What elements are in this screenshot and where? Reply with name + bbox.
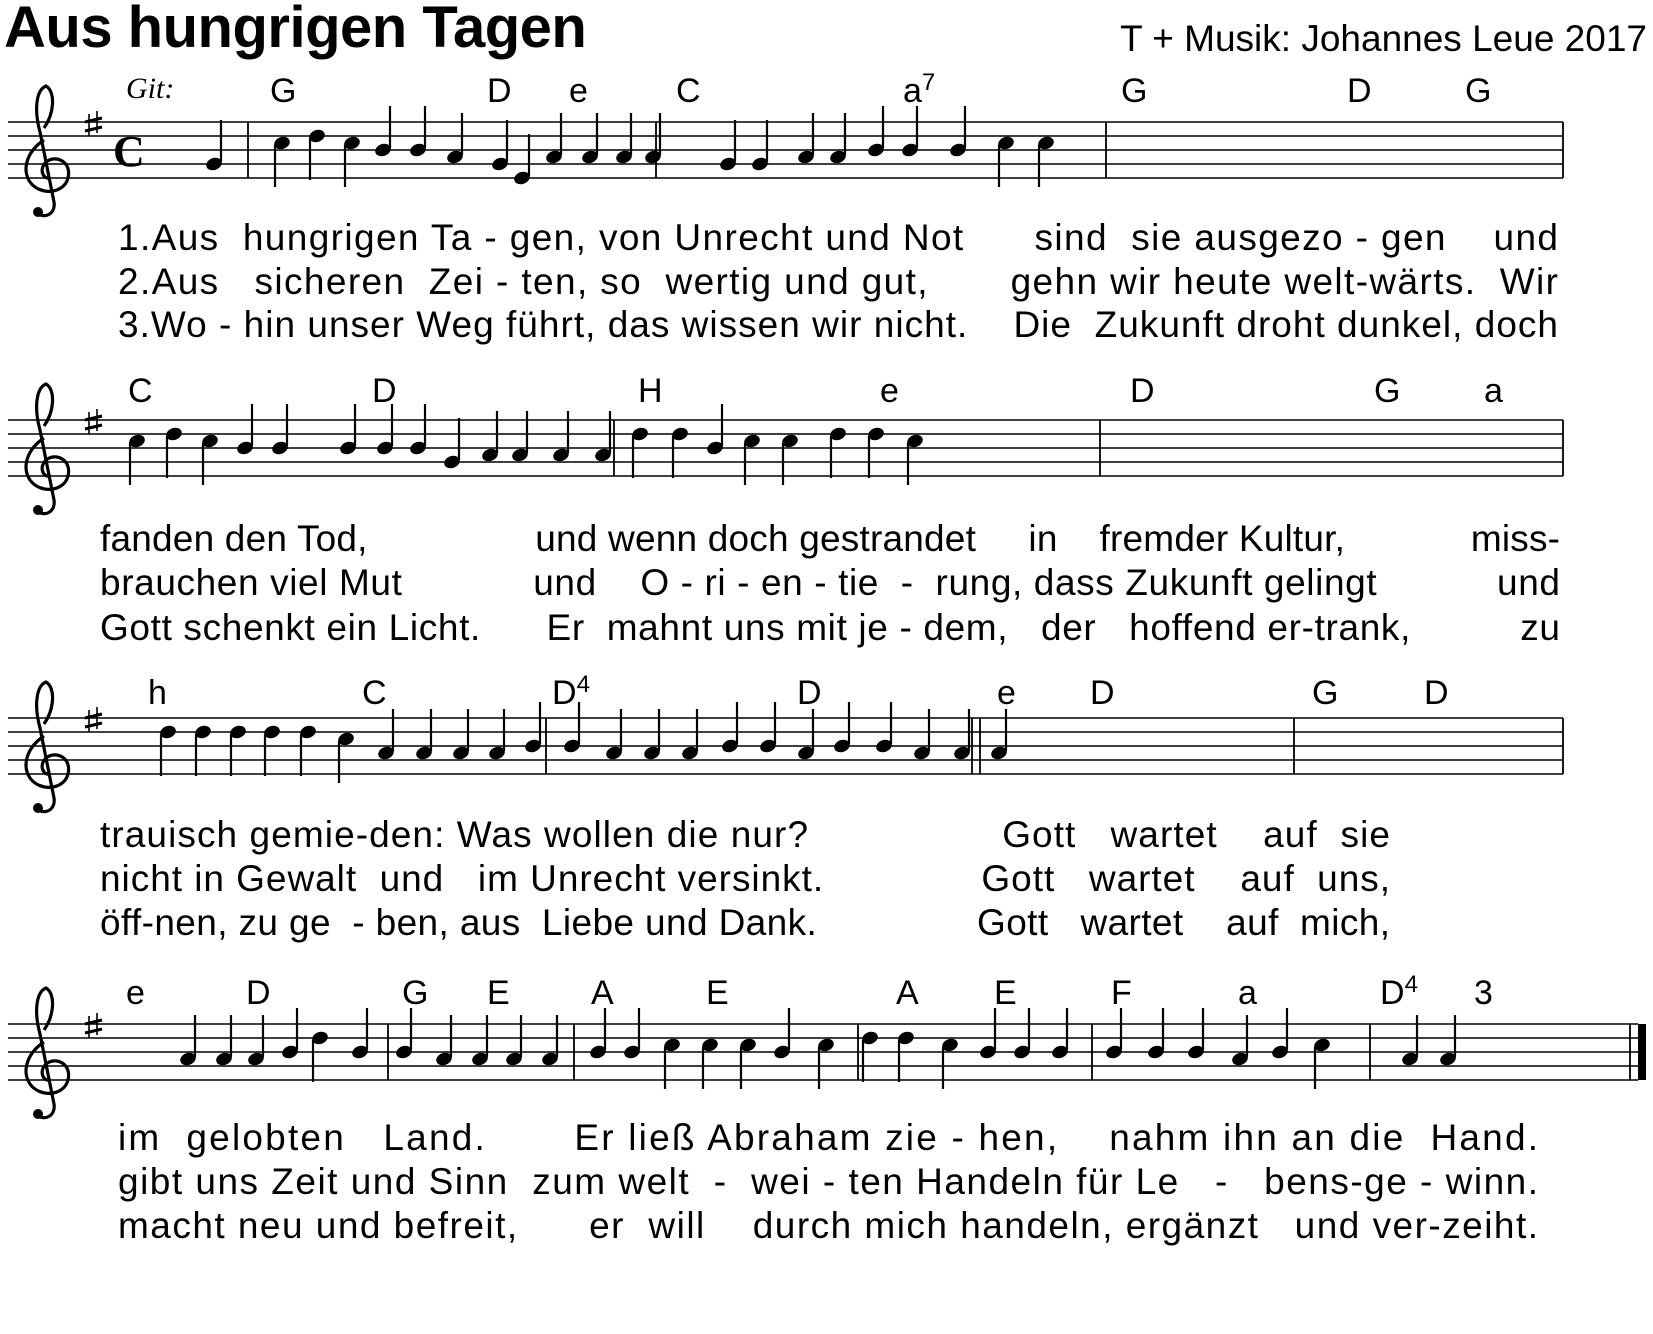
- chord-symbol: e: [997, 674, 1016, 712]
- chord-symbol: G: [402, 974, 429, 1012]
- treble-clef-icon: [26, 682, 69, 813]
- lyric-line-verse-3: öff-nen, zu ge - ben, aus Liebe und Dank. Gott wartet auf mich,: [100, 902, 1390, 943]
- lyric-line-verse-2: brauchen viel Mut und O - ri - en - tie - rung, dass Zukunft gelingt und: [100, 562, 1560, 603]
- chord-symbol: G: [1312, 674, 1339, 712]
- staff-system: [8, 372, 1563, 648]
- chord-symbol: D: [1424, 674, 1449, 712]
- lyric-line-verse-3: Gott schenkt ein Licht. Er mahnt uns mit je - dem, der hoffend er-trank, zu: [100, 607, 1560, 648]
- chord-symbol: e: [126, 974, 145, 1012]
- chord-symbol: G: [1374, 372, 1401, 410]
- composer-credit: T + Musik: Johannes Leue 2017: [1120, 18, 1647, 59]
- chord-symbol: e: [880, 372, 899, 410]
- chord-symbol: $a^7$: [903, 69, 936, 110]
- chord-symbol: E: [994, 974, 1017, 1012]
- chord-symbol: e: [569, 72, 588, 110]
- treble-clef-icon: [26, 384, 69, 515]
- chord-symbol: G: [1465, 72, 1492, 110]
- guitar-label: Git:: [126, 72, 175, 105]
- sharp-key-signature-icon: [85, 1013, 102, 1038]
- lyric-line-verse-2: 2.Aus sicheren Zei - ten, so wertig und gut, gehn wir heute welt-wärts. Wir: [118, 261, 1558, 302]
- treble-clef-icon: [26, 988, 69, 1119]
- lyric-line-verse-1: fanden den Tod, und wenn doch gestrandet in fremder Kultur, miss-: [100, 518, 1560, 559]
- lyric-line-verse-2: nicht in Gewalt und im Unrecht versinkt. Gott wartet auf uns,: [100, 858, 1390, 899]
- staff-system: [8, 671, 1563, 943]
- treble-clef-icon: [26, 86, 69, 217]
- final-bar-thick: [1638, 1024, 1646, 1080]
- lyric-line-verse-3: 3.Wo - hin unser Weg führt, das wissen wir nicht. Die Zukunft droht dunkel, doch: [118, 304, 1558, 345]
- chord-symbol: 3: [1474, 974, 1493, 1012]
- lyric-line-verse-2: gibt uns Zeit und Sinn zum welt - wei - ten Handeln für Le - bens-ge - winn.: [118, 1161, 1538, 1202]
- chord-symbol: a: [1484, 372, 1503, 410]
- chord-symbol: G: [270, 72, 297, 110]
- chord-symbol: D: [246, 974, 271, 1012]
- chord-symbol: H: [638, 372, 663, 410]
- staff-system: [8, 69, 1563, 345]
- chord-symbol: C: [676, 72, 701, 110]
- sharp-key-signature-icon: [85, 111, 102, 136]
- chord-symbol: G: [1121, 72, 1148, 110]
- lyric-line-verse-1: 1.Aus hungrigen Ta - gen, von Unrecht und Not sind sie ausgezo - gen und: [118, 217, 1558, 258]
- chord-symbol: D: [372, 372, 397, 410]
- chord-symbol: h: [148, 674, 167, 712]
- staff-systems: [8, 69, 1646, 1246]
- chord-symbol: D: [1347, 72, 1372, 110]
- chord-symbol: F: [1111, 974, 1132, 1012]
- sharp-key-signature-icon: [85, 707, 102, 732]
- chord-symbol: D: [487, 72, 512, 110]
- song-title: Aus hungrigen Tagen: [4, 0, 587, 60]
- chord-symbol: E: [706, 974, 729, 1012]
- lyric-line-verse-1: im gelobten Land. Er ließ Abraham zie - hen, nahm ihn an die Hand.: [118, 1117, 1539, 1158]
- chord-symbol: A: [591, 974, 614, 1012]
- chord-symbol: D: [797, 674, 822, 712]
- lyric-line-verse-1: trauisch gemie-den: Was wollen die nur? Gott wartet auf sie: [100, 814, 1390, 855]
- time-signature: C: [113, 127, 145, 176]
- staff-system: [8, 971, 1646, 1246]
- chord-symbol: C: [128, 372, 153, 410]
- chord-symbol: C: [362, 674, 387, 712]
- lyric-line-verse-3: macht neu und befreit, er will durch mich handeln, ergänzt und ver-zeiht.: [118, 1205, 1539, 1246]
- sharp-key-signature-icon: [85, 409, 102, 434]
- chord-symbol: D: [1090, 674, 1115, 712]
- chord-symbol: E: [487, 974, 510, 1012]
- chord-symbol: $D^4$: [1380, 971, 1418, 1012]
- chord-symbol: $D^4$: [552, 671, 590, 712]
- chord-symbol: D: [1130, 372, 1155, 410]
- chord-symbol: A: [896, 974, 919, 1012]
- chord-symbol: a: [1238, 974, 1257, 1012]
